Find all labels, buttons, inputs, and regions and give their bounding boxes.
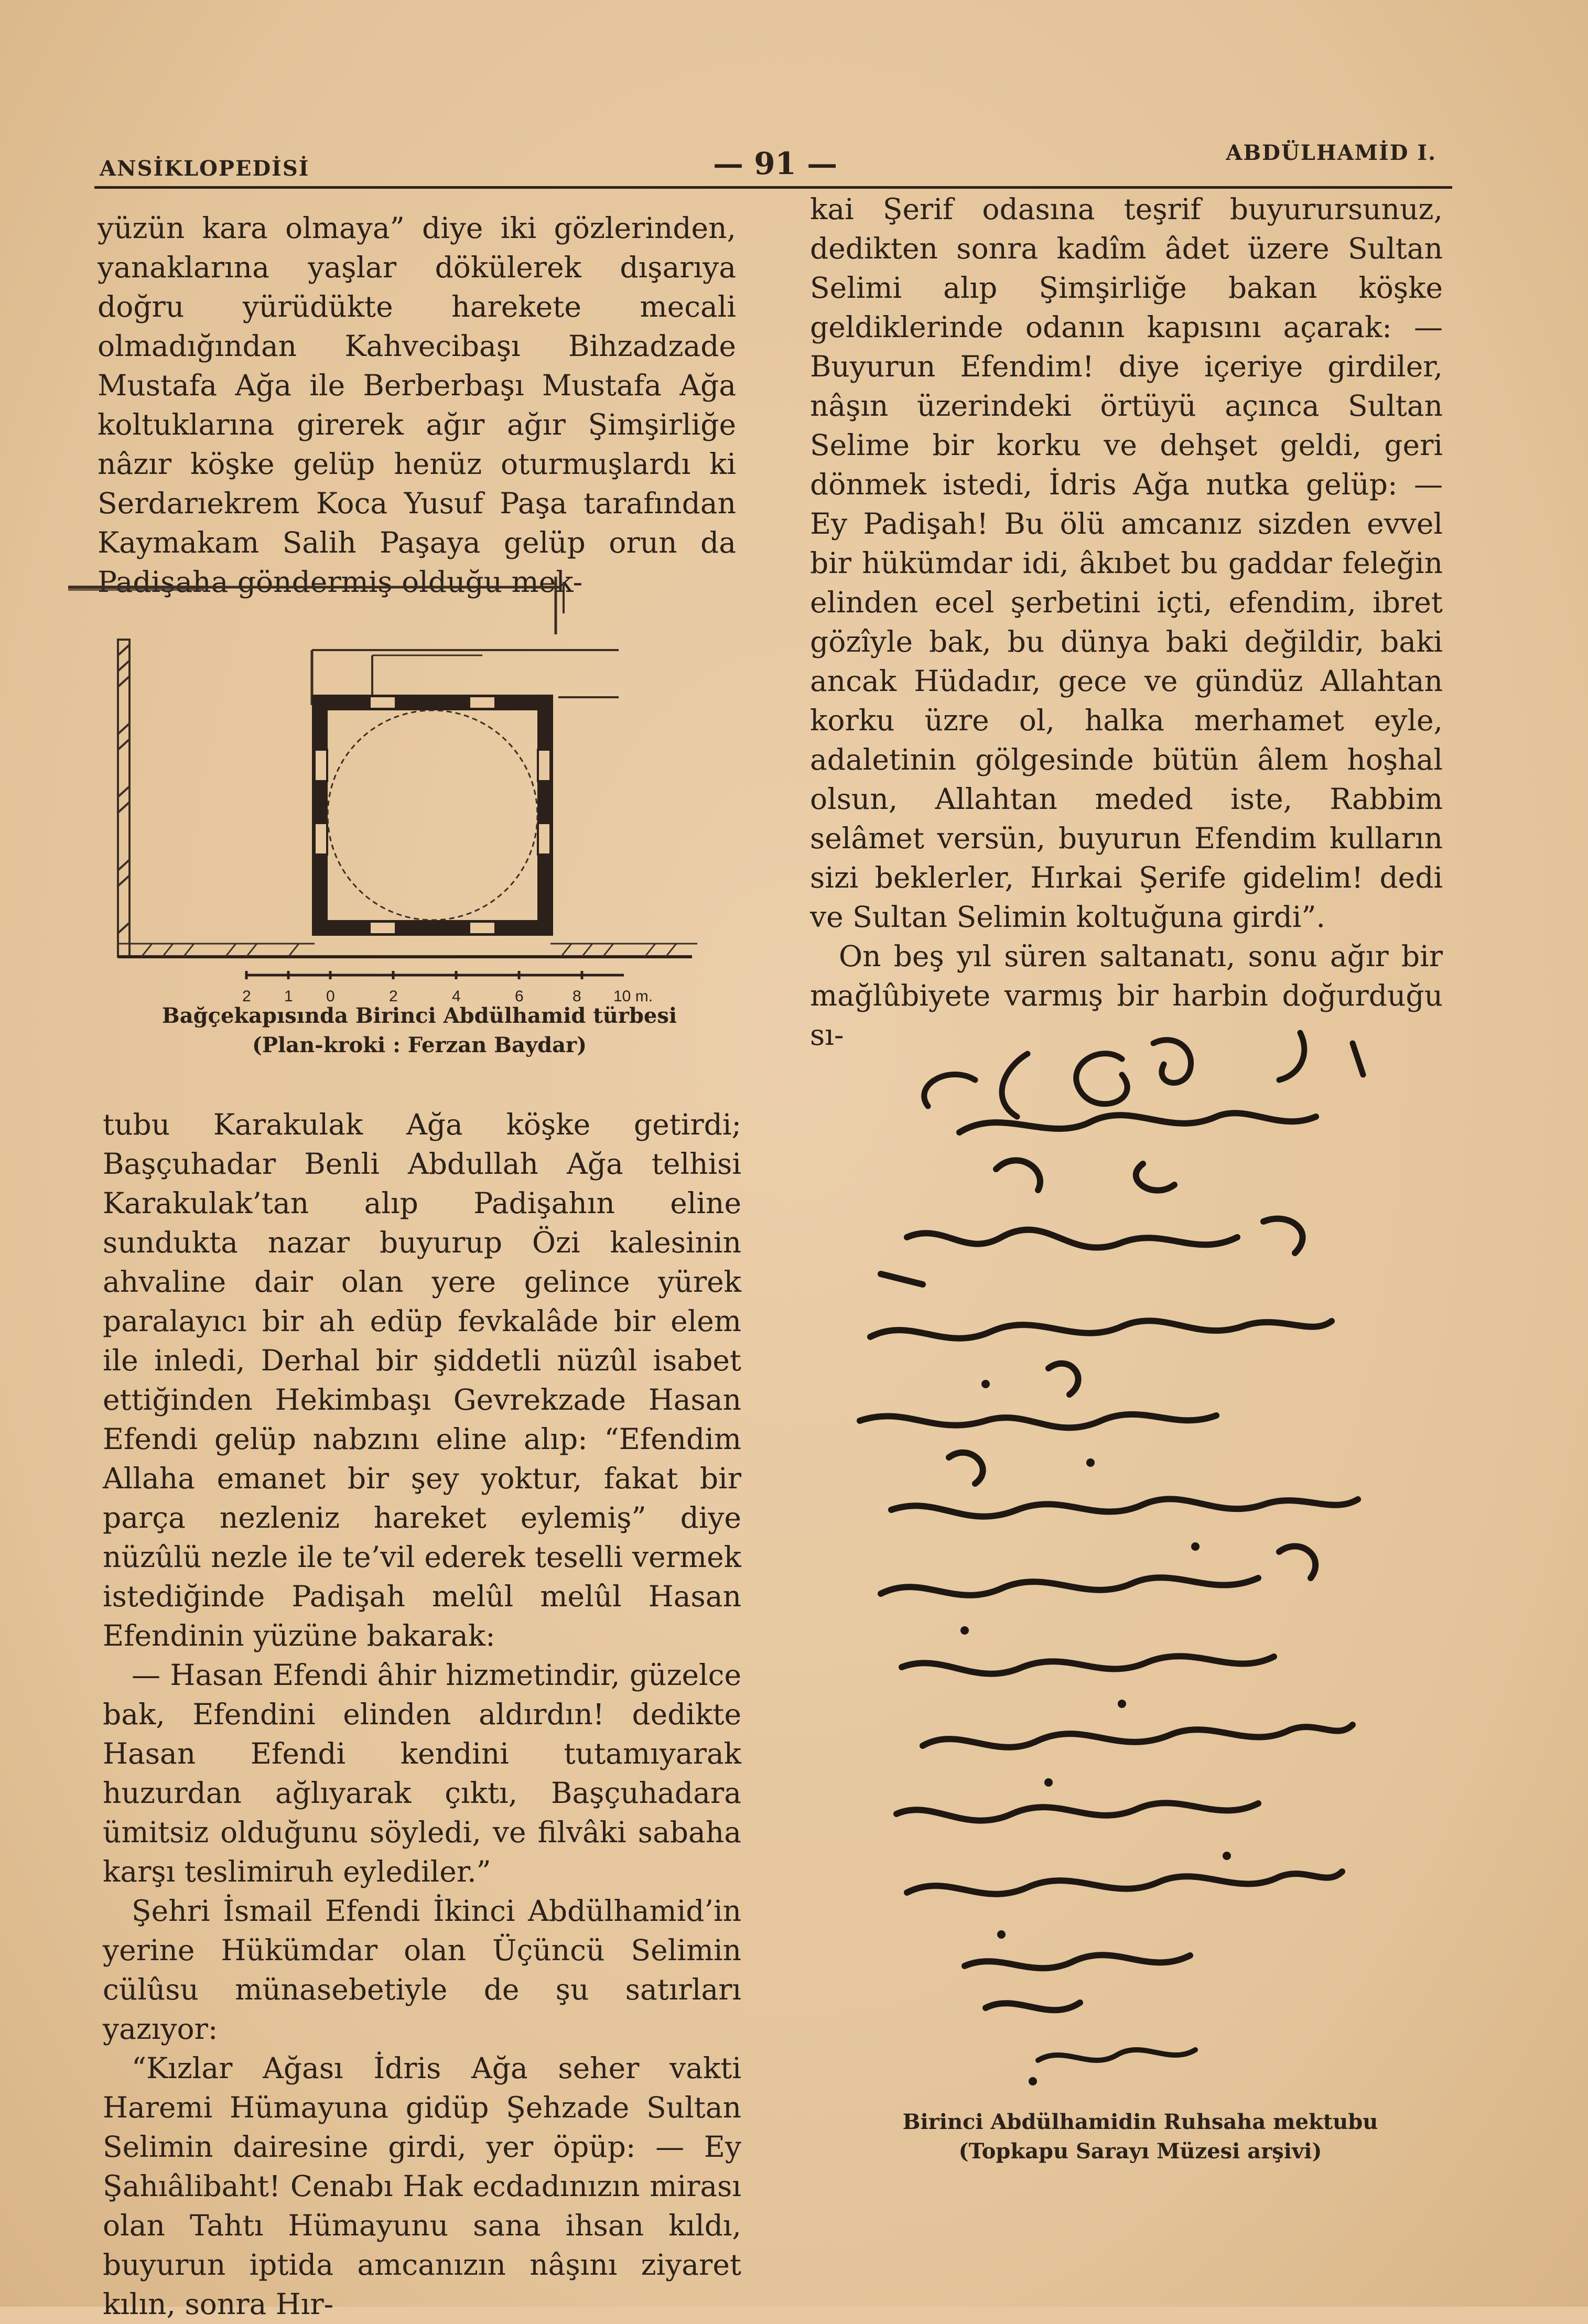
scale-label: 2 bbox=[389, 988, 398, 1005]
letter-caption bbox=[865, 2107, 1416, 2166]
scale-label: 1 bbox=[284, 988, 293, 1005]
scale-label: 10 m. bbox=[613, 988, 653, 1005]
caption-line: Bağçekapısında Birinci Abdülhamid türbesi bbox=[161, 1003, 677, 1028]
caption-line: Birinci Abdülhamidin Ruhsaha mektubu bbox=[902, 2110, 1378, 2134]
handwritten-letter-image bbox=[828, 1012, 1447, 2113]
left-column-bottom bbox=[103, 1105, 741, 2324]
paragraph: tubu Karakulak Ağa köşke getirdi; Başçuhadar Benli Abdullah Ağa telhisi Karakulak’tan alıp Padişahın eline sundukta nazar buyurup Özi kalesinin ahvaline dair olan yere gelince yürek paralayıcı bir ah edüp fevkalâde bir elem ile inledi, Derhal bir şiddetli nüzûl isabet ettiğinden Hekimbaşı Gevrekzade Hasan Efendi gelüp nabzını eline alıp: “Efendim Allaha emanet bir şey yoktur, fakat bir parça nezleniz hareket eylemiş” diye nüzûlü nezle ile te’vil ederek teselli vermek istediğinde Padişah melûl melûl Hasan Efendinin yüzüne bakarak: bbox=[103, 1108, 741, 1652]
left-column-top bbox=[98, 209, 736, 602]
caption-line: (Plan-kroki : Ferzan Baydar) bbox=[252, 1033, 587, 1057]
running-header bbox=[94, 140, 1436, 181]
scale-label: 2 bbox=[242, 988, 251, 1005]
tomb-plan-drawing bbox=[68, 577, 744, 1007]
scale-label: 0 bbox=[326, 988, 335, 1005]
header-right: ABDÜLHAMİD I. bbox=[1226, 140, 1436, 165]
paragraph: kai Şerif odasına teşrif buyurursunuz, dedikten sonra kadîm âdet üzere Sultan Selimi alıp Şimşirliğe bakan köşke geldiklerinde odanın kapısını açarak: — Buyurun Efendim! diye içeriye girdiler, nâşın üzerindeki örtüyü açınca Sultan Selime bir korku ve dehşet geldi, geri dönmek istedi, İdris Ağa nutka gelüp: — Ey Padişah! Bu ölü amcanız sizden evvel bir hükümdar idi, âkıbet bu gaddar feleğin elinden ecel şerbetini içti, efendim, ibret gözîyle bak, bu dünya baki değildir, baki ancak Hüdadır, gece ve gündüz Allahtan korku üzre ol, halka merhamet eyle, adaletinin gölgesinde bütün âlem hoşhal olsun, Allahtan meded iste, Rabbim selâmet versün, buyurun Efendim kulların sizi beklerler, Hırkai Şerife gidelim! dedi ve Sultan Selimin koltuğuna girdi”. bbox=[810, 192, 1443, 934]
right-column-top bbox=[810, 190, 1443, 1055]
paragraph: — Hasan Efendi âhir hizmetindir, güzelce bak, Efendini elinden aldırdın! dedikte Hasan Efendi kendini tutamıyarak huzurdan ağlıyarak çıktı, Başçuhadara ümitsiz olduğunu söyledi, ve filvâki sabaha karşı teslimiruh eylediler.” bbox=[103, 1658, 741, 1888]
paragraph: Şehri İsmail Efendi İkinci Abdülhamid’in yerine Hükümdar olan Üçüncü Selimin cülûsu münasebetiyle de şu satırları yazıyor: bbox=[103, 1894, 741, 2046]
paragraph: yüzün kara olmaya” diye iki gözlerinden, yanaklarına yaşlar dökülerek dışarıya doğru yürüdükte harekete mecali olmadığından Kahvecibaşı Bihzadzade Mustafa Ağa ile Berberbaşı Mustafa Ağa koltuklarına girerek ağır ağır Şimşirliğe nâzır köşke gelüp henüz oturmuşlardı ki Serdarıekrem Koca Yusuf Paşa tarafından Kaymakam Salih Paşaya gelüp orun da Padişaha göndermiş olduğu mek- bbox=[98, 211, 736, 599]
scale-label: 6 bbox=[515, 988, 524, 1005]
header-rule bbox=[94, 186, 1452, 189]
plan-caption bbox=[105, 1001, 734, 1060]
paragraph: On beş yıl süren saltanatı, sonu ağır bir mağlûbiyete varmış bir harbin doğurduğu sı- bbox=[810, 939, 1443, 1052]
caption-line: (Topkapu Sarayı Müzesi arşivi) bbox=[958, 2139, 1322, 2164]
scale-label: 4 bbox=[452, 988, 461, 1005]
scale-label: 8 bbox=[572, 988, 581, 1005]
page-number: — 91 — bbox=[713, 146, 838, 181]
paragraph: “Kızlar Ağası İdris Ağa seher vakti Haremi Hümayuna gidüp Şehzade Sultan Selimin dairesine girdi, yer öpüp: — Ey Şahıâlibaht! Cenabı Hak ecdadınızın mirası olan Tahtı Hümayunu sana ihsan kıldı, buyurun iptida amcanızın nâşını ziyaret kılın, sonra Hır- bbox=[103, 2051, 741, 2321]
header-left: ANSİKLOPEDİSİ bbox=[100, 156, 310, 181]
